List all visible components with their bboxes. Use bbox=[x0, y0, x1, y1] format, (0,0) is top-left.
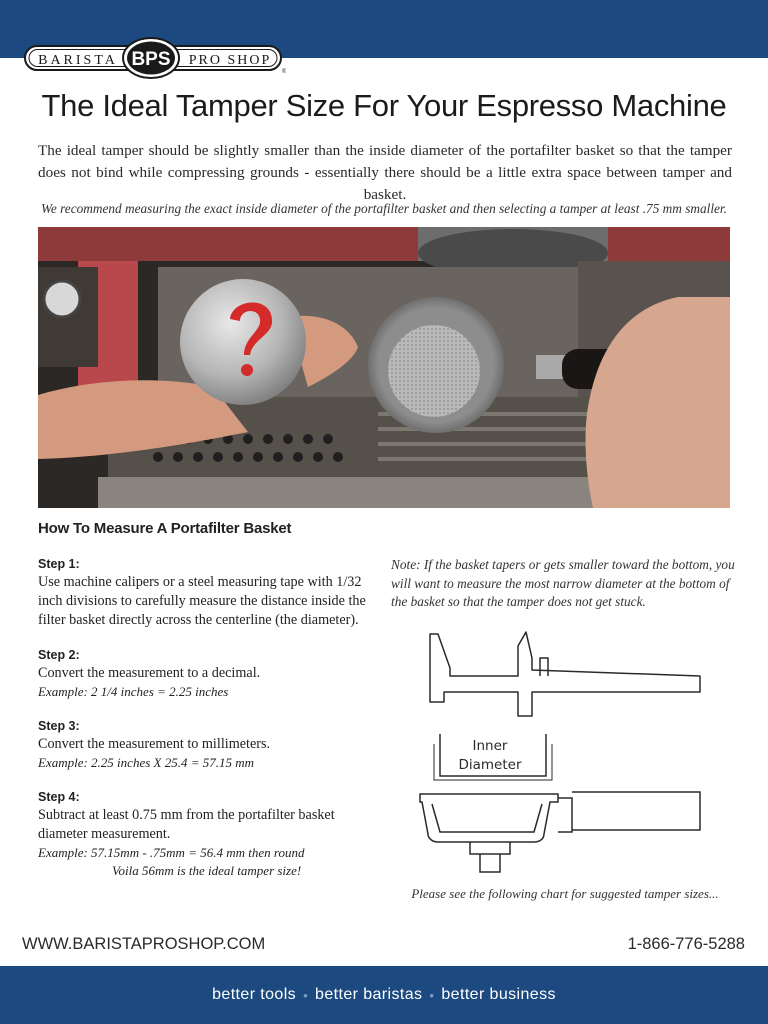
see-chart-text: Please see the following chart for suggested tamper sizes... bbox=[411, 886, 719, 901]
step-example: Example: 2.25 inches X 25.4 = 57.15 mm bbox=[38, 755, 255, 770]
portafilter-drawing bbox=[420, 792, 700, 872]
step-text: Convert the measurement to millimeters. bbox=[38, 736, 271, 752]
website-link[interactable]: WWW.BARISTAPROSHOP.COM bbox=[22, 935, 266, 953]
tamper-and-portafilter-photo bbox=[38, 227, 730, 508]
steps-list bbox=[38, 556, 383, 897]
step-label: Step 4: bbox=[38, 790, 80, 804]
phone-number[interactable]: 1-866-776-5288 bbox=[627, 935, 745, 953]
step-label: Step 3: bbox=[38, 719, 80, 733]
logo-text-bps: BPS bbox=[131, 49, 171, 70]
separator-dot: • bbox=[303, 987, 309, 1003]
logo-text-left: BARISTA bbox=[38, 53, 118, 68]
section-title: How To Measure A Portafilter Basket bbox=[38, 520, 292, 537]
step-text: Convert the measurement to a decimal. bbox=[38, 665, 261, 681]
page-title: The Ideal Tamper Size For Your Espresso Machine bbox=[41, 88, 727, 123]
inner-diameter-label-line1: Inner bbox=[472, 738, 508, 754]
separator-dot: • bbox=[429, 987, 435, 1003]
step-label: Step 1: bbox=[38, 557, 80, 571]
step-example: Example: 57.15mm - .75mm = 56.4 mm then round bbox=[38, 845, 305, 860]
barista-pro-shop-logo bbox=[24, 37, 286, 79]
step-example: Example: 2 1/4 inches = 2.25 inches bbox=[38, 684, 229, 699]
step-1 bbox=[38, 556, 383, 630]
recommendation-text: We recommend measuring the exact inside diameter of the portafilter basket and then selecting a tamper at least .75 mm smaller. bbox=[41, 201, 727, 216]
step-4 bbox=[38, 789, 383, 880]
footer-bar bbox=[0, 966, 768, 1024]
step-text: Use machine calipers or a steel measuring tape with 1/32 inch divisions to carefully measure the distance inside the filter basket directly across the centerline (the diameter). bbox=[38, 574, 366, 628]
tagline-tools: better tools bbox=[212, 986, 297, 1003]
caliper-basket-diagram bbox=[410, 628, 710, 878]
taper-note: Note: If the basket tapers or gets smaller toward the bottom, you will want to measure the most narrow diameter at the bottom of the basket so that the tamper does not get stuck. bbox=[391, 557, 735, 609]
logo-registered-mark: ® bbox=[282, 69, 286, 75]
inner-diameter-label-line2: Diameter bbox=[458, 757, 522, 773]
step-example-conclusion: Voila 56mm is the ideal tamper size! bbox=[112, 863, 302, 878]
intro-paragraph: The ideal tamper should be slightly smaller than the inside diameter of the portafilter basket so that the tamper does not bind while compressing grounds - essentially there should be a little extra space between tamper and basket. bbox=[38, 142, 732, 203]
step-label: Step 2: bbox=[38, 648, 80, 662]
logo-text-right: PRO SHOP bbox=[188, 53, 272, 68]
tagline-baristas: better baristas bbox=[315, 986, 423, 1003]
step-text: Subtract at least 0.75 mm from the portafilter basket diameter measurement. bbox=[38, 807, 335, 842]
step-2 bbox=[38, 647, 383, 701]
caliper-drawing bbox=[430, 632, 700, 716]
step-3 bbox=[38, 718, 383, 772]
tagline-business: better business bbox=[441, 986, 556, 1003]
